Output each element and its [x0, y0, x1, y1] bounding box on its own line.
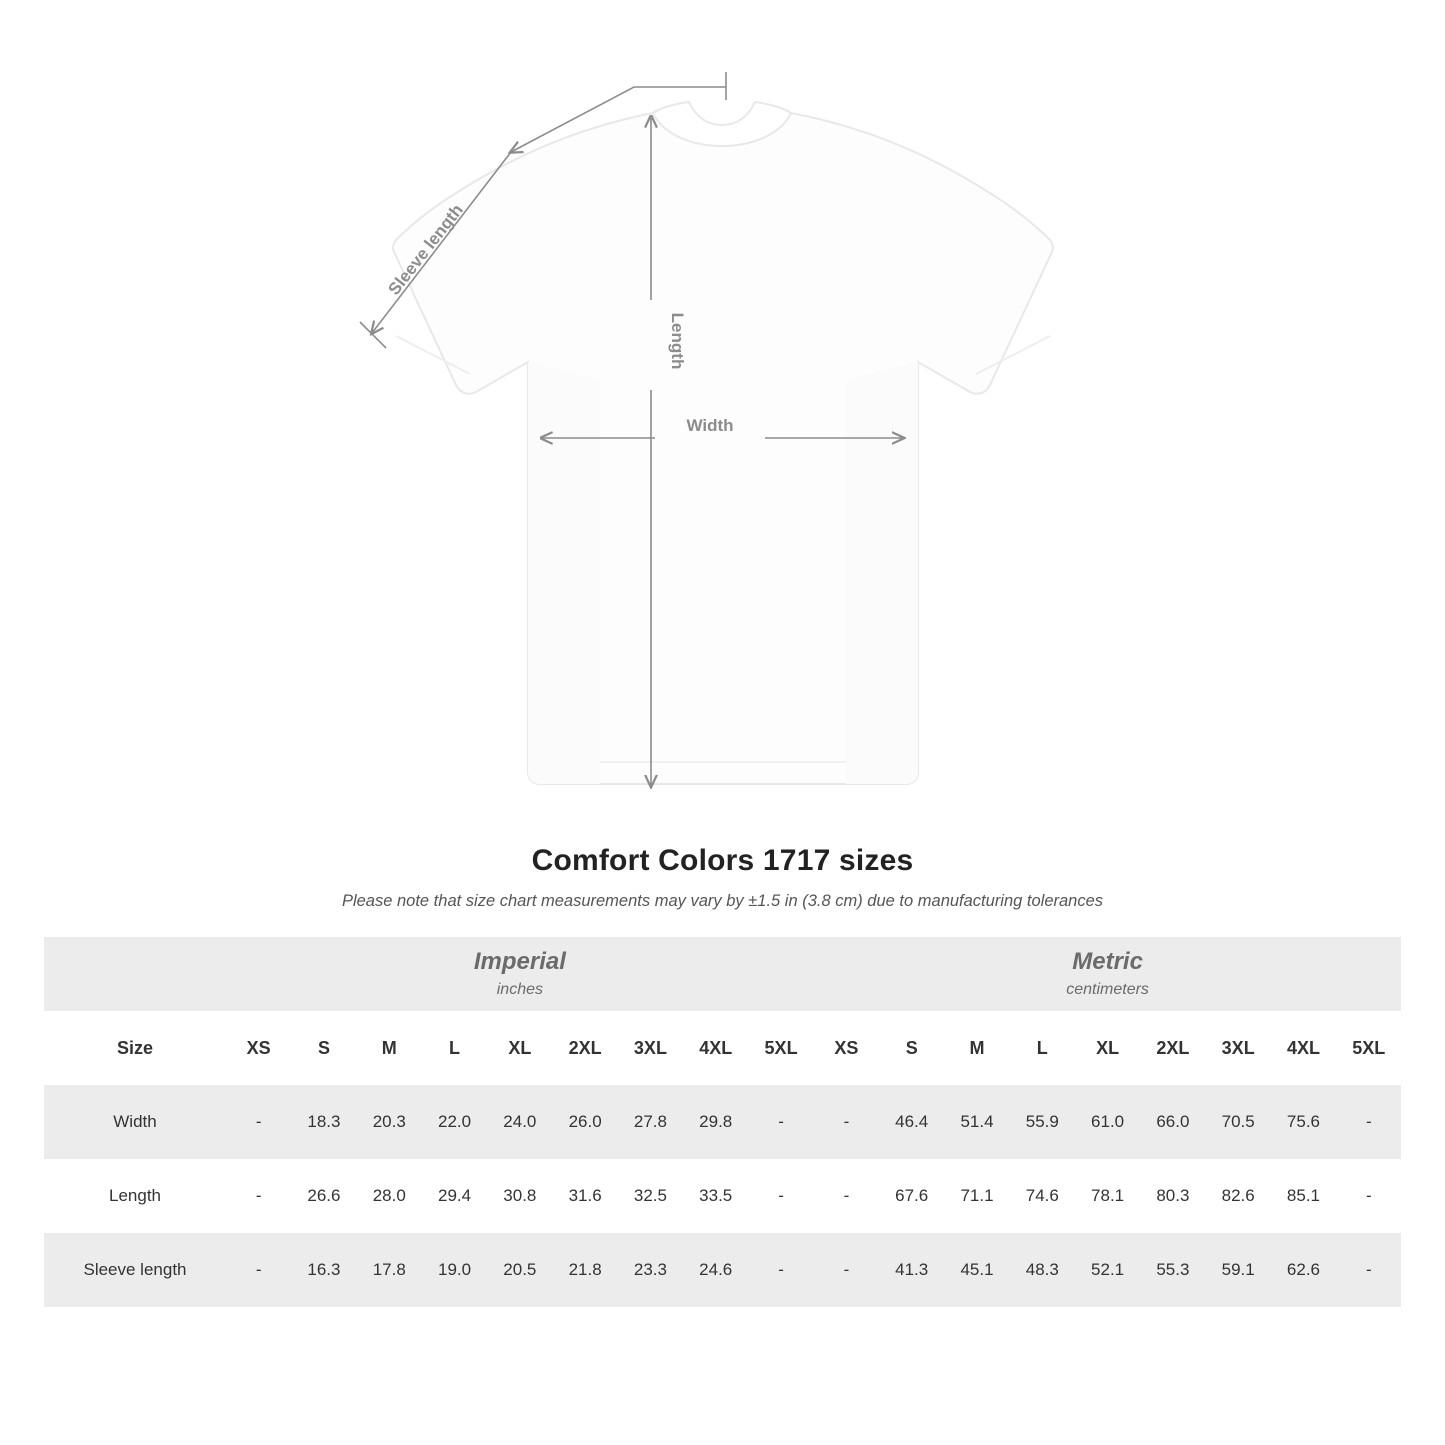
tolerance-note: Please note that size chart measurements may vary by ±1.5 in (3.8 cm) due to manufacturing tolerances [341, 892, 1104, 910]
metric-sub: centimeters [1066, 981, 1149, 999]
size-header-met-l: L [1010, 1011, 1075, 1085]
size-header-met-m: M [944, 1011, 1009, 1085]
width-met-2xl: 66.0 [1140, 1085, 1205, 1159]
length-met-xs: - [814, 1159, 879, 1233]
imperial-sub: inches [496, 981, 543, 999]
width-met-3xl: 70.5 [1206, 1085, 1271, 1159]
tshirt-graphic [393, 102, 1053, 784]
size-header-met-xl: XL [1075, 1011, 1140, 1085]
sleeve-imp-3xl: 23.3 [618, 1233, 683, 1307]
size-header-imp-xs: XS [226, 1011, 291, 1085]
size-header-met-xs: XS [814, 1011, 879, 1085]
length-met-3xl: 82.6 [1206, 1159, 1271, 1233]
unit-header-blank [44, 937, 226, 1011]
title-block [0, 844, 1445, 911]
size-table-wrap [44, 937, 1401, 1307]
sleeve-imp-s: 16.3 [291, 1233, 356, 1307]
sleeve-imp-m: 17.8 [357, 1233, 422, 1307]
sleeve-imp-xs: - [226, 1233, 291, 1307]
sleeve-imp-5xl: - [748, 1233, 813, 1307]
table-row-width [44, 1085, 1401, 1159]
size-header-imp-s: S [291, 1011, 356, 1085]
width-imp-2xl: 26.0 [552, 1085, 617, 1159]
size-header-row [44, 1011, 1401, 1085]
size-header-imp-3xl: 3XL [618, 1011, 683, 1085]
length-met-2xl: 80.3 [1140, 1159, 1205, 1233]
length-met-xl: 78.1 [1075, 1159, 1140, 1233]
length-imp-xs: - [226, 1159, 291, 1233]
size-header-imp-5xl: 5XL [748, 1011, 813, 1085]
width-imp-s: 18.3 [291, 1085, 356, 1159]
length-met-m: 71.1 [944, 1159, 1009, 1233]
size-header-imp-m: M [357, 1011, 422, 1085]
row-label-width: Width [44, 1085, 226, 1159]
sleeve-imp-2xl: 21.8 [552, 1233, 617, 1307]
page-title: Comfort Colors 1717 sizes [531, 844, 914, 877]
length-imp-m: 28.0 [357, 1159, 422, 1233]
imperial-name: Imperial [473, 947, 566, 975]
size-table [44, 937, 1401, 1307]
sleeve-imp-4xl: 24.6 [683, 1233, 748, 1307]
length-imp-5xl: - [748, 1159, 813, 1233]
width-met-l: 55.9 [1010, 1085, 1075, 1159]
size-header-imp-xl: XL [487, 1011, 552, 1085]
width-label: Width [686, 416, 734, 435]
width-imp-xl: 24.0 [487, 1085, 552, 1159]
length-imp-xl: 30.8 [487, 1159, 552, 1233]
width-imp-4xl: 29.8 [683, 1085, 748, 1159]
sleeve-length-label: Sleeve length [384, 200, 467, 299]
width-imp-m: 20.3 [357, 1085, 422, 1159]
width-met-m: 51.4 [944, 1085, 1009, 1159]
row-label-length: Length [44, 1159, 226, 1233]
length-imp-l: 29.4 [422, 1159, 487, 1233]
width-met-4xl: 75.6 [1271, 1085, 1336, 1159]
sleeve-met-3xl: 59.1 [1206, 1233, 1271, 1307]
width-met-5xl: - [1336, 1085, 1401, 1159]
sleeve-met-2xl: 55.3 [1140, 1233, 1205, 1307]
sleeve-met-4xl: 62.6 [1271, 1233, 1336, 1307]
row-label-sleeve-length: Sleeve length [44, 1233, 226, 1307]
sleeve-imp-xl: 20.5 [487, 1233, 552, 1307]
length-met-s: 67.6 [879, 1159, 944, 1233]
sleeve-met-l: 48.3 [1010, 1233, 1075, 1307]
size-header-met-4xl: 4XL [1271, 1011, 1336, 1085]
sleeve-met-5xl: - [1336, 1233, 1401, 1307]
size-header-met-3xl: 3XL [1206, 1011, 1271, 1085]
width-imp-xs: - [226, 1085, 291, 1159]
width-met-xs: - [814, 1085, 879, 1159]
length-imp-s: 26.6 [291, 1159, 356, 1233]
sleeve-met-xs: - [814, 1233, 879, 1307]
length-imp-2xl: 31.6 [552, 1159, 617, 1233]
length-imp-4xl: 33.5 [683, 1159, 748, 1233]
table-row-sleeve-length [44, 1233, 1401, 1307]
size-header-imp-l: L [422, 1011, 487, 1085]
size-header-met-5xl: 5XL [1336, 1011, 1401, 1085]
sleeve-met-s: 41.3 [879, 1233, 944, 1307]
length-imp-3xl: 32.5 [618, 1159, 683, 1233]
table-row-length [44, 1159, 1401, 1233]
size-header-met-2xl: 2XL [1140, 1011, 1205, 1085]
unit-header-metric [814, 937, 1402, 1011]
size-header-label: Size [44, 1011, 226, 1085]
length-met-5xl: - [1336, 1159, 1401, 1233]
unit-header-imperial [226, 937, 814, 1011]
width-imp-5xl: - [748, 1085, 813, 1159]
width-met-xl: 61.0 [1075, 1085, 1140, 1159]
size-header-imp-4xl: 4XL [683, 1011, 748, 1085]
width-imp-3xl: 27.8 [618, 1085, 683, 1159]
length-met-l: 74.6 [1010, 1159, 1075, 1233]
sleeve-imp-l: 19.0 [422, 1233, 487, 1307]
width-met-s: 46.4 [879, 1085, 944, 1159]
size-header-imp-2xl: 2XL [552, 1011, 617, 1085]
metric-name: Metric [1072, 947, 1143, 975]
length-met-4xl: 85.1 [1271, 1159, 1336, 1233]
width-imp-l: 22.0 [422, 1085, 487, 1159]
unit-header-row [44, 937, 1401, 1011]
sleeve-met-m: 45.1 [944, 1233, 1009, 1307]
length-label: Length [668, 312, 687, 370]
size-header-met-s: S [879, 1011, 944, 1085]
sleeve-met-xl: 52.1 [1075, 1233, 1140, 1307]
